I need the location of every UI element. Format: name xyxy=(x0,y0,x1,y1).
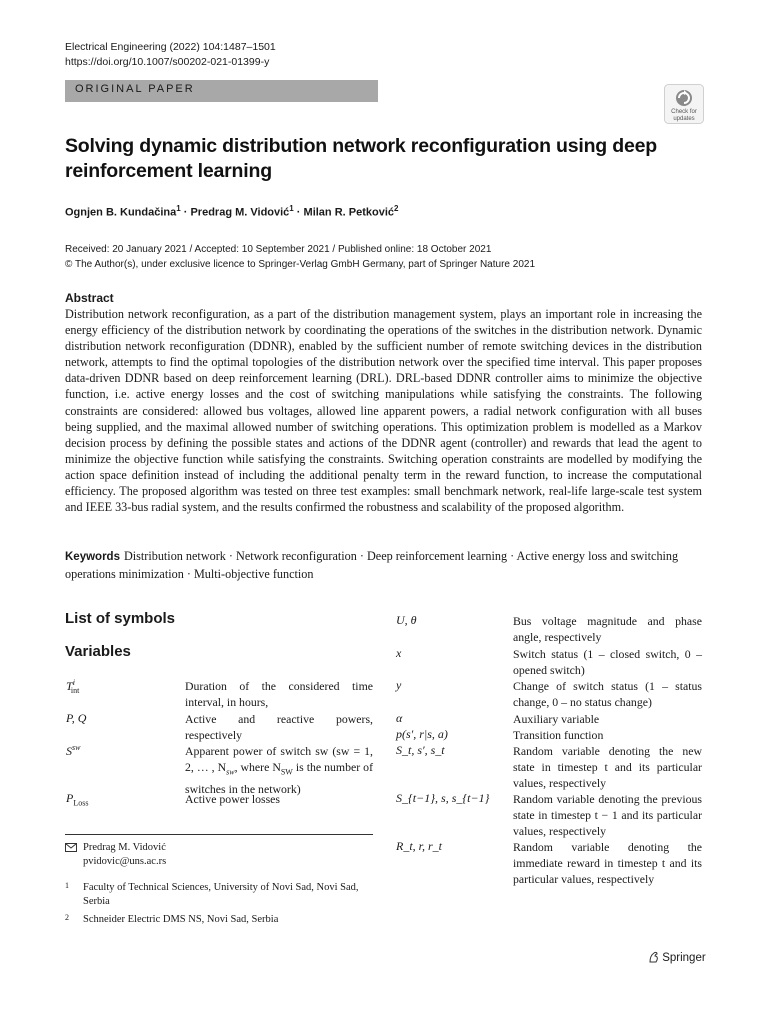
history-line: Received: 20 January 2021 / Accepted: 10 September 2021 / Published online: 18 October 2021 xyxy=(65,244,492,255)
publication-dates xyxy=(65,242,535,272)
symbol-prev-state: S_{t−1}, s, s_{t−1} xyxy=(396,791,490,805)
check-for-updates-badge[interactable] xyxy=(664,84,704,124)
badge-line2: updates xyxy=(673,116,695,122)
definition-prev-state: Random variable denoting the previous state in timestep t − 1 and its particular values, respectively xyxy=(513,792,702,839)
symbol-transition: p(s′, r|s, a) xyxy=(396,727,448,741)
symbol-u-theta: U, θ xyxy=(396,613,417,627)
definition-p-loss: Active power losses xyxy=(185,792,281,806)
author-name[interactable]: Milan R. Petković xyxy=(303,206,395,219)
keywords-text: Distribution network · Network reconfiguration · Deep reinforcement learning · Active energy loss and switching operations minimization · Multi-objective function xyxy=(65,549,679,581)
definition-t-int: Duration of the considered time interval, in hours, xyxy=(185,679,373,710)
email-icon xyxy=(65,843,77,857)
definition-s-sw: Apparent power of switch sw (sw = 1, 2, … , $N_{sw}$, where $N_{SW}$ is the number of switches in the network) xyxy=(185,744,373,796)
author-list: Ognjen B. Kundačina$^1$ · Predrag M. Vidović$^1$ · Milan R. Petković$^2$ xyxy=(65,204,399,219)
definition-y: Change of switch status (1 – status change, 0 – no status change) xyxy=(513,679,702,710)
corresponding-author xyxy=(83,841,166,869)
variables-heading: Variables xyxy=(65,643,131,660)
definition-x: Switch status (1 – closed switch, 0 – opened switch) xyxy=(513,647,702,678)
keywords-label: Keywords xyxy=(65,551,120,563)
footnote-divider xyxy=(65,834,373,835)
symbol-new-state: S_t, s′, s_t xyxy=(396,743,445,757)
symbols-heading: List of symbols xyxy=(65,610,176,627)
journal-line: Electrical Engineering (2022) 104:1487–1501 xyxy=(65,41,276,53)
definition-alpha: Auxiliary variable xyxy=(513,712,600,726)
author-name[interactable]: Ognjen B. Kundačina xyxy=(65,206,177,219)
check-updates-icon xyxy=(664,84,704,124)
affiliation-1: Faculty of Technical Sciences, University of Novi Sad, Novi Sad, Serbia xyxy=(83,882,359,907)
symbol-alpha: α xyxy=(396,711,403,725)
publisher-mark xyxy=(648,951,706,964)
definition-u-theta: Bus voltage magnitude and phase angle, respectively xyxy=(513,614,702,645)
article-type-banner xyxy=(65,80,378,102)
affiliation-2: Schneider Electric DMS NS, Novi Sad, Serbia xyxy=(83,914,279,925)
corresponding-name: Predrag M. Vidović xyxy=(83,842,166,853)
author-name[interactable]: Predrag M. Vidović xyxy=(190,206,290,219)
copyright-line: © The Author(s), under exclusive licence to Springer-Verlag GmbH Germany, part of Springer Nature 2021 xyxy=(65,259,535,270)
badge-line1: Check for xyxy=(671,109,697,115)
doi-link[interactable]: https://doi.org/10.1007/s00202-021-01399-y xyxy=(65,56,270,68)
article-type-label: ORIGINAL PAPER xyxy=(75,83,195,95)
author-affiliation: 2 xyxy=(394,204,399,213)
keywords xyxy=(65,548,705,582)
definition-transition: Transition function xyxy=(513,728,604,742)
symbol-p-q: P, Q xyxy=(66,711,87,725)
affiliation-number: 2 xyxy=(65,913,69,922)
journal-citation xyxy=(65,40,276,70)
publisher-name: Springer xyxy=(662,952,706,964)
definition-new-state: Random variable denoting the new state in timestep t and its particular values, respectively xyxy=(513,744,702,791)
affiliation-number: 1 xyxy=(65,881,69,890)
abstract-text: Distribution network reconfiguration, as a part of the distribution management system, plays an important role in increasing the energy efficiency of the distribution network by coordinating the operations of the switches in the distribution network. Dynamic distribution network reconfiguration (DDNR), enabled by the sufficient number of remote switching devices in the distribution network, attempts to find the optimal topologies of the distribution network over the specified time interval. This paper proposes data-driven DDNR based on deep reinforcement learning (DRL). DRL-based DDNR controller aims to minimize the objective function, i.e. active energy losses and the cost of switching manipulations while satisfying the constraints. The following constraints are considered: allowed bus voltages, allowed line apparent powers, a radial network configuration with all buses being supplied, and the maximal allowed number of switching operations. This optimization problem is modelled as a Markov decision process by defining the possible states and actions of the DDNR agent (controller) and rewards that lead the agent to minimize the objective function while satisfying the constraints. Switching operation constraints are modelled by modifying the action space definition instead of including the additional penalty term in the reward function, to increase the computational efficiency. The proposed algorithm was tested on three test examples: small benchmark network, real-life large-scale test system and IEEE 33-bus radial system, and the results confirmed the robustness and scalability of the proposed algorithm. xyxy=(65,307,702,515)
symbol-y: y xyxy=(396,678,402,692)
symbol-reward: R_t, r, r_t xyxy=(396,839,443,853)
symbol-s-sw: $S^{sw}$ xyxy=(66,743,81,758)
paper-title: Solving dynamic distribution network reconfiguration using deep reinforcement learning xyxy=(65,135,657,182)
symbol-p-loss: $P_{Loss}$ xyxy=(66,791,89,808)
symbol-t-int: $T^i_{int}$ xyxy=(66,678,80,696)
symbol-x: x xyxy=(396,646,402,660)
author-affiliation: 1 xyxy=(176,204,181,213)
definition-p-q: Active and reactive powers, respectively xyxy=(185,712,373,743)
springer-horse-icon xyxy=(648,951,659,963)
author-affiliation: 1 xyxy=(289,204,294,213)
definition-reward: Random variable denoting the immediate reward in timestep t and its particular values, respectively xyxy=(513,840,702,887)
abstract-heading: Abstract xyxy=(65,291,114,305)
corresponding-email[interactable]: pvidovic@uns.ac.rs xyxy=(83,856,167,867)
